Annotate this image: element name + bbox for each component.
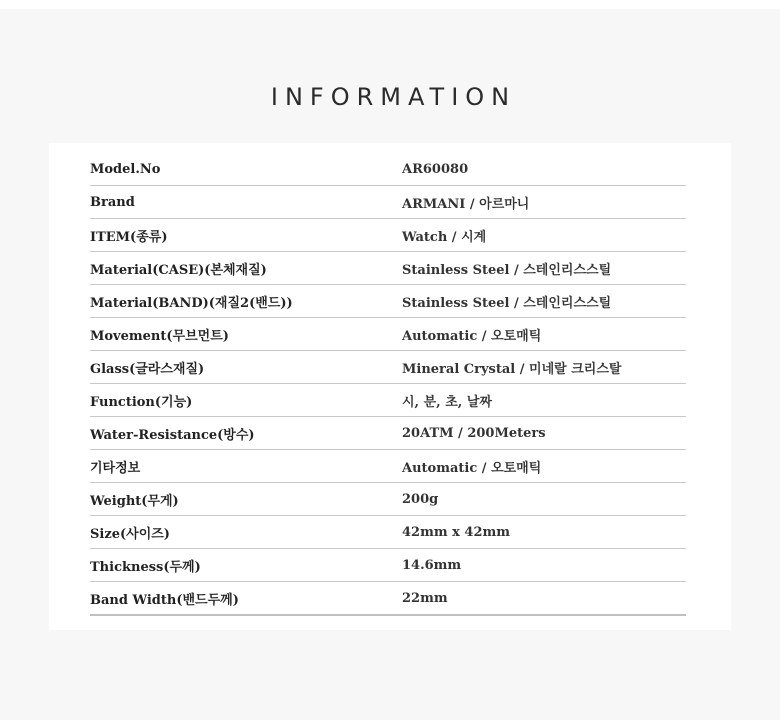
spec-label: Material(BAND)(재질2(밴드)): [90, 295, 293, 311]
spec-value: Watch / 시계: [402, 229, 487, 245]
spec-row-item: [90, 219, 686, 252]
spec-label: Thickness(두께): [90, 559, 201, 575]
spec-row-thickness: [90, 549, 686, 582]
spec-value: 20ATM / 200Meters: [402, 425, 546, 441]
spec-label: Material(CASE)(본체재질): [90, 262, 267, 278]
spec-label: Function(기능): [90, 394, 193, 410]
spec-label: Weight(무게): [90, 493, 179, 509]
spec-row-weight: [90, 483, 686, 516]
spec-label: Movement(무브먼트): [90, 328, 229, 344]
spec-label: Water-Resistance(방수): [90, 427, 255, 443]
spec-value: 시, 분, 초, 날짜: [402, 394, 492, 410]
spec-row-brand: [90, 186, 686, 219]
spec-table: [90, 153, 686, 616]
spec-row-model: [90, 153, 686, 186]
spec-value: 14.6mm: [402, 557, 462, 573]
spec-value: 22mm: [402, 590, 448, 606]
spec-label: Model.No: [90, 161, 161, 177]
spec-value: 200g: [402, 491, 439, 507]
spec-row-size: [90, 516, 686, 549]
spec-row-band-width: [90, 582, 686, 616]
spec-value: Mineral Crystal / 미네랄 크리스탈: [402, 361, 622, 377]
spec-label: Glass(글라스재질): [90, 361, 205, 377]
spec-row-material-case: [90, 252, 686, 285]
spec-label: ITEM(종류): [90, 229, 168, 245]
spec-row-material-band: [90, 285, 686, 318]
spec-label: Band Width(밴드두께): [90, 592, 239, 608]
spec-label: Brand: [90, 194, 135, 210]
spec-value: Automatic / 오토매틱: [402, 328, 542, 344]
spec-value: Stainless Steel / 스테인리스스틸: [402, 295, 612, 311]
spec-value: AR60080: [402, 161, 469, 177]
spec-row-other-info: [90, 450, 686, 483]
spec-card: [49, 143, 731, 630]
spec-row-glass: [90, 351, 686, 384]
spec-value: Automatic / 오토매틱: [402, 460, 542, 476]
spec-row-movement: [90, 318, 686, 351]
page-title: INFORMATION: [270, 83, 517, 111]
spec-value: ARMANI / 아르마니: [402, 196, 530, 212]
spec-value: Stainless Steel / 스테인리스스틸: [402, 262, 612, 278]
spec-label: 기타정보: [90, 460, 141, 476]
spec-row-water-resistance: [90, 417, 686, 450]
spec-value: 42mm x 42mm: [402, 524, 511, 540]
spec-label: Size(사이즈): [90, 526, 170, 542]
spec-row-function: [90, 384, 686, 417]
